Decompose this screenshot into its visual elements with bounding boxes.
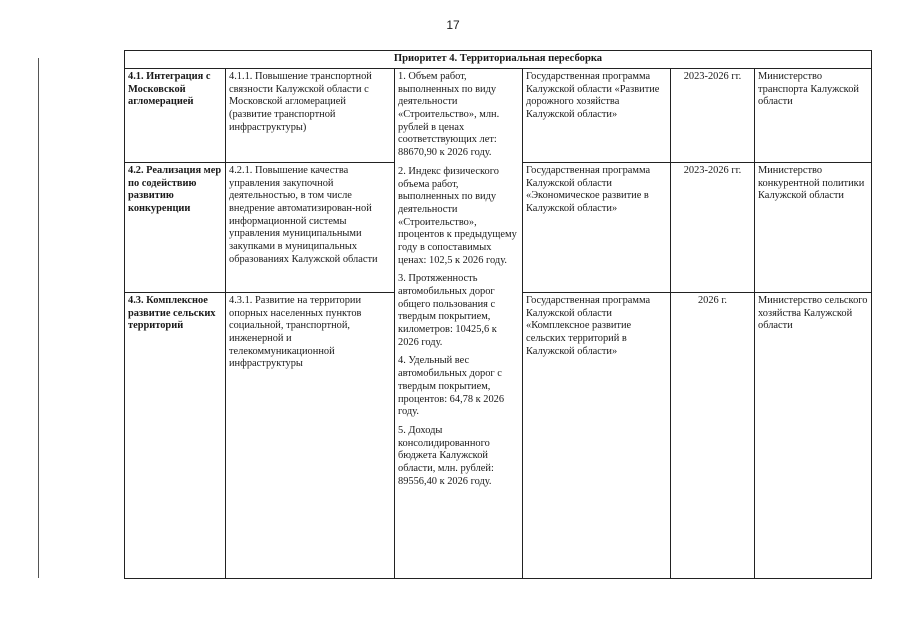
table-row	[125, 69, 872, 163]
measure-cell: 4.1.1. Повышение транспортной связности Калужской области с Московской агломерацией (развитие транспортной инфраструктуры)	[226, 69, 395, 163]
responsible-cell: Министерство транспорта Калужской области	[755, 69, 872, 163]
indicators-cell	[395, 69, 523, 579]
indicator-item: 5. Доходы консолидированного бюджета Калужской области, млн. рублей: 89556,40 к 2026 году.	[398, 424, 494, 487]
indicator-item: 2. Индекс физического объема работ, выполненных по виду деятельности «Строительство», процентов к предыдущему году в сопоставимых ценах: 102,5 к 2026 году.	[398, 165, 517, 266]
period-cell: 2023-2026 гг.	[671, 69, 755, 163]
program-cell: Государственная программа Калужской области «Экономическое развитие в Калужской области»	[523, 163, 671, 293]
period-cell: 2023-2026 гг.	[671, 163, 755, 293]
priority-table-container	[124, 50, 871, 579]
responsible-cell: Министерство конкурентной политики Калужской области	[755, 163, 872, 293]
responsible-cell: Министерство сельского хозяйства Калужской области	[755, 293, 872, 579]
program-cell: Государственная программа Калужской области «Развитие дорожного хозяйства Калужской области»	[523, 69, 671, 163]
period-cell: 2026 г.	[671, 293, 755, 579]
indicator-item: 4. Удельный вес автомобильных дорог с твердым покрытием, процентов: 64,78 к 2026 году.	[398, 355, 505, 418]
direction-cell: 4.2. Реализация мер по содействию развитию конкуренции	[125, 163, 226, 293]
priority-title: Приоритет 4. Территориальная пересборка	[125, 51, 872, 69]
program-cell: Государственная программа Калужской области «Комплексное развитие сельских территорий в Калужской области»	[523, 293, 671, 579]
indicator-item: 1. Объем работ, выполненных по виду деятельности «Строительство», млн. рублей в ценах соответствующих лет: 88670,90 к 2026 году.	[398, 71, 500, 159]
measure-cell: 4.2.1. Повышение качества управления закупочной деятельностью, в том числе внедрение автоматизирован-ной информационной системы управления муниципальными закупками в муниципальных образованиях Калужской области	[226, 163, 395, 293]
direction-cell: 4.1. Интеграция с Московской агломерацией	[125, 69, 226, 163]
direction-cell: 4.3. Комплексное развитие сельских территорий	[125, 293, 226, 579]
indicator-item: 3. Протяженность автомобильных дорог общего пользования с твердым покрытием, километров: 10425,6 к 2026 году.	[398, 273, 497, 348]
measure-cell: 4.3.1. Развитие на территории опорных населенных пунктов социальной, транспортной, инженерной и телекоммуникационной инфраструктуры	[226, 293, 395, 579]
table-header-row	[125, 51, 872, 69]
page-number: 17	[446, 18, 460, 32]
priority-table	[124, 50, 872, 579]
margin-rule	[38, 58, 39, 578]
